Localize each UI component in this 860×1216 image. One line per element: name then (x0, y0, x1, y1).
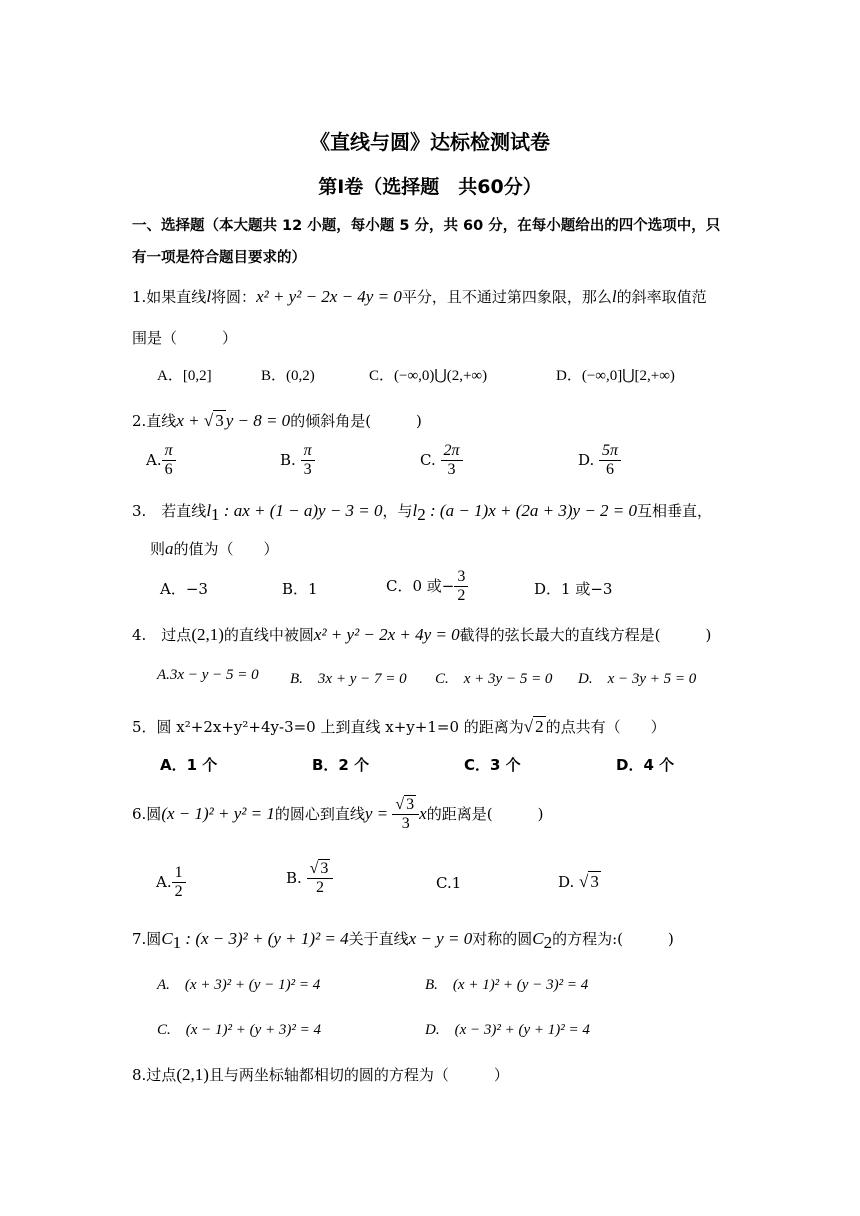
q3-option-b: B．1 (282, 580, 318, 598)
q2-post: 的倾斜角是( ) (290, 412, 422, 430)
q1-post: 平分，且不通过第四象限，那么 (401, 288, 612, 306)
q1-option-a: A．[0,2] (157, 368, 212, 384)
q1-option-c: C．(−∞,0)⋃(2,+∞) (369, 368, 488, 384)
question-1-line2: 围是（ ） (132, 329, 238, 347)
question-3-line2: 则a的值为（ ） (150, 539, 279, 558)
question-7: 7.圆$C_1$ : (x − 3)² + (y + 1)² = 4关于直线x − y = 0对称的圆$C_2$的方程为:( ) (132, 929, 674, 952)
question-3-line1: 3. 若直线$l_1$ : ax + (1 − a)y − 3 = 0，与$l_2$ : (a − 1)x + (2a + 3)y − 2 = 0互相垂直， (132, 501, 713, 524)
q6-option-c: C.1 (436, 874, 462, 892)
question-4: 4. 过点(2,1)的直线中被圆x² + y² − 2x + 4y = 0截得的弦长最大的直线方程是( ) (132, 625, 712, 644)
q6-option-d: D. √ 3 (558, 872, 599, 891)
q7-option-a: A. (x + 3)² + (y − 1)² = 4 (157, 977, 321, 993)
q1-post2: 的斜率取值范 (616, 288, 707, 306)
q6-equation: (x − 1)² + y² = 1 (161, 803, 275, 823)
question-6: 6.圆(x − 1)² + y² = 1的圆心到直线y = $\frac{√ 3}{3}$ x的距离是( ) (132, 796, 544, 833)
question-5: 5．圆 x²+2x+y²+4y-3=0 上到直线 x+y+1=0 的距离为√ 2 的点共有（ ） (132, 717, 666, 736)
q3-option-c: C．0 或− $\frac{3}{2}$ (386, 568, 468, 606)
q5-option-c: C．3 个 (464, 756, 521, 774)
q1-option-b: B．(0,2) (261, 368, 315, 384)
exam-subtitle: 第Ⅰ卷（选择题 共60分） (318, 176, 542, 198)
q3-eq1: : ax + (1 − a)y − 3 = 0 (219, 501, 383, 520)
q1-l: l (206, 287, 212, 306)
q3-option-a: A．−3 (160, 580, 208, 598)
q3-eq2: : (a − 1)x + (2a + 3)y − 2 = 0 (425, 501, 638, 520)
q4-option-d: D. x − 3y + 5 = 0 (578, 671, 697, 687)
q2-pre: 2.直线 (132, 412, 177, 430)
q1-pre: 1.如果直线 (132, 288, 207, 306)
q7-option-d: D. (x − 3)² + (y + 1)² = 4 (425, 1022, 590, 1038)
q7-option-b: B. (x + 1)² + (y − 3)² = 4 (425, 977, 589, 993)
q1-mid: 将圆： (211, 288, 257, 306)
question-8: 8.过点(2,1)且与两坐标轴都相切的圆的方程为（ ） (132, 1065, 509, 1084)
section-heading-line2: 有一项是符合题目要求的） (132, 250, 306, 266)
q5-option-d: D．4 个 (616, 756, 675, 774)
q2-option-d: D. $\frac{5\pi}{6}$ (578, 442, 621, 480)
q3-pre: 3. 若直线 (132, 502, 207, 520)
q2-eq-a: x + (176, 411, 204, 430)
section-heading-line1: 一、选择题（本大题共 12 小题，每小题 5 分，共 60 分，在每小题给出的四个选项中，只 (132, 218, 721, 234)
q6-option-a: A. $\frac{1}{2}$ (156, 864, 186, 902)
q1-equation: x² + y² − 2x − 4y = 0 (256, 287, 402, 306)
q3-option-d: D．1 或−3 (534, 580, 613, 598)
q2-eq-b: y − 8 = 0 (225, 411, 291, 430)
q6-option-b: B. $\frac{√ 3}{2}$ (286, 860, 333, 898)
q4-option-a: A.3x − y − 5 = 0 (157, 667, 259, 683)
q1-option-d: D．(−∞,0]⋃[2,+∞) (556, 368, 675, 384)
q5-option-b: B．2 个 (312, 756, 370, 774)
q4-option-c: C. x + 3y − 5 = 0 (435, 671, 553, 687)
q7-equation: : (x − 3)² + (y + 1)² = 4 (181, 929, 349, 948)
q2-sqrt: 3 (215, 411, 224, 430)
q5-option-a: A．1 个 (160, 756, 218, 774)
exam-title: 《直线与圆》达标检测试卷 (310, 130, 550, 154)
q2-option-c: C. $\frac{2\pi}{3}$ (420, 442, 463, 480)
question-1-line1: 1.如果直线l将圆：x² + y² − 2x − 4y = 0平分，且不通过第四象限，那么l的斜率取值范 (132, 287, 707, 306)
q4-option-b: B. 3x + y − 7 = 0 (290, 671, 407, 687)
q2-option-a: A. $\frac{\pi}{6}$ (146, 442, 176, 480)
q4-equation: x² + y² − 2x + 4y = 0 (313, 625, 460, 644)
question-2: 2.直线x + √ 3 y − 8 = 0的倾斜角是( ) (132, 411, 422, 430)
q7-option-c: C. (x − 1)² + (y + 3)² = 4 (157, 1022, 322, 1038)
q2-option-b: B. $\frac{\pi}{3}$ (280, 442, 315, 480)
